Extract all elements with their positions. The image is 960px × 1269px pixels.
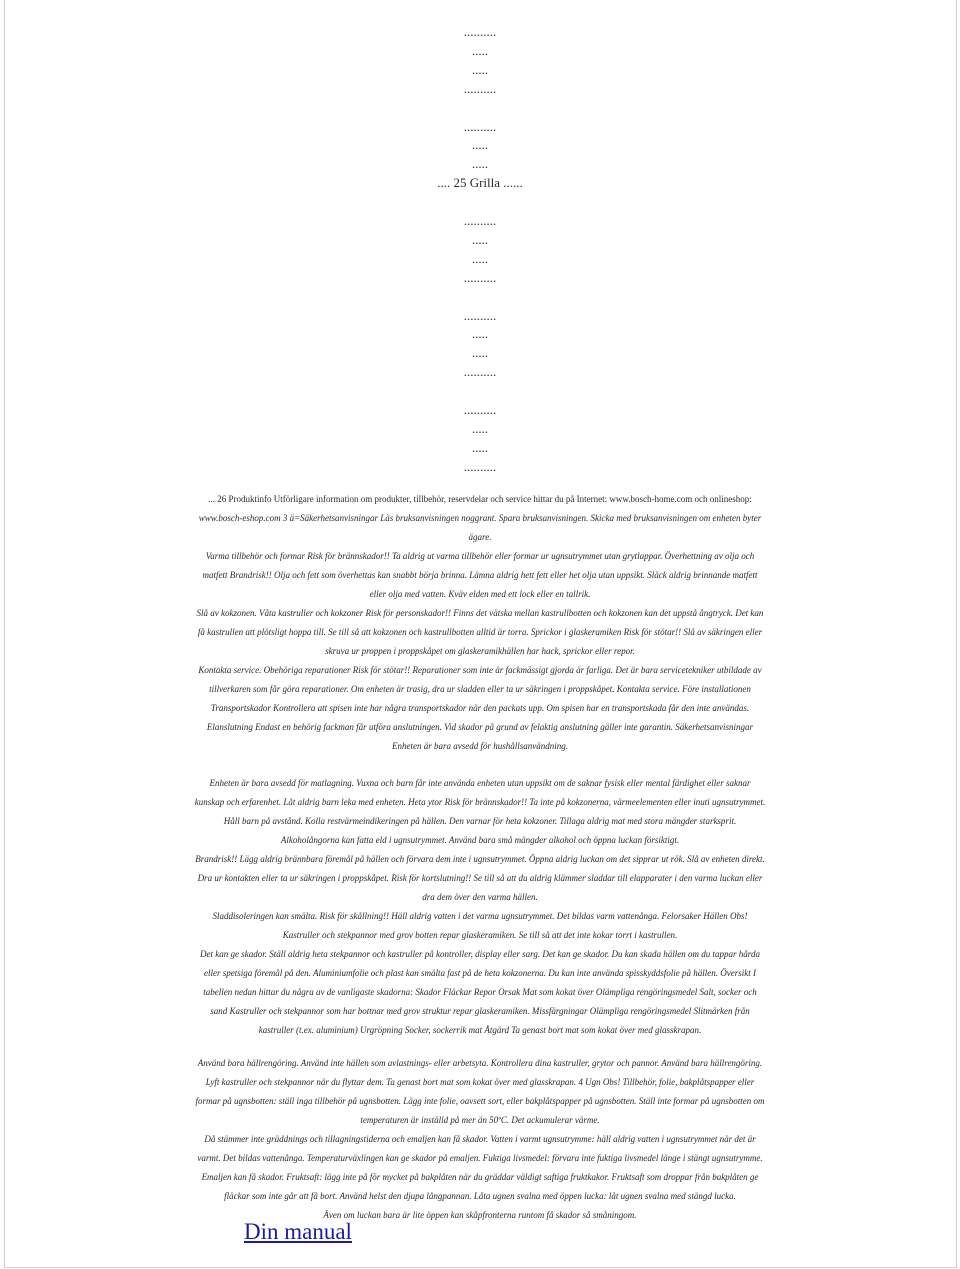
text-line: formar på ugnsbotten: ställ inga tillbehör på ugnsbotten. Lägg inte folie, oavsett sort, eller bakplåtspapper på ugnsbotten. Ställ inte formar på ugnsbotten om bbox=[195, 1096, 765, 1106]
text-line: Transportskador Kontrollera att spisen inte har några transportskador när den packats upp. Om spisen har en transportskada får den inte användas. bbox=[210, 703, 750, 713]
text-line: Det kan ge skador. Ställ aldrig heta stekpannor och kastruller på kontroller, display eller sarg. Det kan ge skador. Du kan skada hällen om du tappar hårda bbox=[200, 949, 760, 959]
toc-line: .... 25 Grilla ...... bbox=[437, 175, 523, 191]
text-line: kunskap och erfarenhet. Låt aldrig barn leka med enheten. Heta ytor Risk för brännskador!! Ta inte på kokzonerna, värmeelementen eller inuti ugnsutrymmet. bbox=[194, 797, 766, 807]
text-line: Kastruller och stekpannor med grov botten repar glaskeramiken. Se till så att det inte kokar torrt i kastrullen. bbox=[282, 930, 678, 940]
toc-line: .......... bbox=[463, 118, 497, 134]
text-line: ... 26 Produktinfo Utförligare information om produkter, tillbehör, reservdelar och service hittar du på Internet: www.bosch-home.com och onlineshop: bbox=[208, 494, 752, 504]
toc-line: ..... bbox=[471, 326, 489, 342]
toc-line: ..... bbox=[471, 137, 489, 153]
text-line: Håll barn på avstånd. Kolla restvärmeindikeringen på hällen. Den varnar för heta kokzoner. Tillaga aldrig mat med stora mängder starksprit. bbox=[223, 816, 737, 826]
toc-line: ..... bbox=[471, 231, 489, 247]
toc-line: .......... bbox=[463, 458, 497, 474]
text-line: skruva ur proppen i proppskåpet om glaskeramikhällen har hack, sprickor eller repor. bbox=[325, 646, 635, 656]
toc-line: .......... bbox=[463, 24, 497, 39]
text-line: www.bosch-eshop.com 3 ä=Säkerhetsanvisningar Läs bruksanvisningen noggrant. Spara bruksanvisningen. Skicka med bruksanvisningen om enheten byter bbox=[198, 513, 762, 523]
text-line: Lyft kastruller och stekpannor när du flyttar dem. Ta genast bort mat som kokat över med glasskrapan. 4 Ugn Obs! Tillbehör, folie, bakplåtspapper eller bbox=[205, 1077, 755, 1087]
toc-line: ..... bbox=[471, 420, 489, 436]
din-manual-link[interactable]: Din manual bbox=[244, 1219, 352, 1244]
text-line: Enheten är bara avsedd för matlagning. Vuxna och barn får inte använda enheten utan uppsikt om de saknar fysisk eller mental färdighet eller saknar bbox=[209, 778, 751, 788]
text-line: ägare. bbox=[468, 532, 492, 542]
text-line: Sladdisoleringen kan smälta. Risk för skållning!! Häll aldrig vatten i det varma ugnsutrymmet. Det bildas varm vattenånga. Felorsaker Hällen Obs! bbox=[212, 911, 748, 921]
text-line: fläckar som inte går att få bort. Använd helst den djupa långpannan. Låta ugnen svalna med öppen lucka: låt ugnen svalna med stängd lucka. bbox=[224, 1191, 736, 1201]
text-line: temperaturen är inställd på mer än 50ºC. Det ackumulerar värme. bbox=[360, 1115, 600, 1125]
toc-line: ..... bbox=[471, 250, 489, 266]
toc-line: ..... bbox=[471, 42, 489, 58]
text-line: Brandrisk!! Lägg aldrig brännbara föremål på hällen och förvara dem inte i ugnsutrymmet. Öppna aldrig luckan om det sipprar ut rök. Slå av enheten direkt. bbox=[195, 854, 765, 864]
text-line: eller olja med vatten. Kväv elden med ett lock eller en tallrik. bbox=[369, 589, 591, 599]
text-line: Emaljen kan få skador. Fruktsaft: lägg inte på för mycket på bakplåten när du gräddar väldigt saftiga fruktkakor. Fruktsaft som droppar från bakplåten ge bbox=[201, 1172, 759, 1182]
toc-line: .......... bbox=[463, 213, 497, 228]
text-line: tillverkaren som får göra reparationer. Om enheten är trasig, dra ur sladden eller ta ur säkringen i proppskåpet. Kontakta service. Före installationen bbox=[209, 684, 751, 694]
text-line: Kontakta service. Obehöriga reparationer Risk för stötar!! Reparationer som inte är fackmässigt gjorda är farliga. Det är bara servicetekniker utbildade av bbox=[198, 665, 762, 675]
text-line: tabellen nedan hittar du några av de vanligaste skadorna: Skador Fläckar Repor Orsak Mat som kokat över Olämpliga rengöringsmedel Salt, socker och bbox=[203, 987, 757, 997]
text-line: Varma tillbehör och formar Risk för brännskador!! Ta aldrig ut varma tillbehör eller formar ur ugnsutrymmet utan grytlappar. Överhettning av olja och bbox=[205, 551, 755, 561]
text-line: sand Kastruller och stekpannor som har bottnar med grov struktur repar glaskeramiken. Missfärgningar Olämpliga rengöringsmedel Slitmärken från bbox=[210, 1006, 750, 1016]
toc-line: .......... bbox=[463, 269, 497, 285]
toc-line: .......... bbox=[463, 402, 497, 417]
text-line: kastruller (t.ex. aluminium) Urgröpning Socker, sockerrik mat Åtgärd Ta genast bort mat som kokat över med glasskrapan. bbox=[258, 1025, 702, 1035]
toc-line: ..... bbox=[471, 61, 489, 77]
toc-line: ..... bbox=[471, 345, 489, 361]
text-line: Elanslutning Endast en behörig fackman får utföra anslutningen. Vid skador på grund av felaktig anslutning gäller inte garantin. Säkerhetsanvisningar bbox=[206, 722, 754, 732]
toc-line: .......... bbox=[463, 80, 497, 96]
text-line: Även om luckan bara är lite öppen kan skåpfronterna runtom få skador så småningom. bbox=[323, 1210, 637, 1220]
text-line: varmt. Det bildas vattenånga. Temperaturväxlingen kan ge skador på emaljen. Fuktiga livsmedel: förvara inte fuktiga livsmedel länge i stängt ugnsutrymme. bbox=[197, 1153, 763, 1163]
text-line: få kastrullen att plötsligt hoppa till. Se till så att kokzonen och kastrullbotten alltid är torra. Sprickor i glaskeramiken Risk för stötar!! Slå av säkringen eller bbox=[197, 627, 763, 637]
text-line: Slå av kokzonen. Våta kastruller och kokzoner Risk för personskador!! Finns det vätska mellan kastrullbotten och kokzonen kan det uppstå ångtryck. Det kan bbox=[196, 608, 764, 618]
text-line: eller spetsiga föremål på den. Aluminiumfolie och plast kan smälta fast på de heta kokzonerna. Du kan inte använda spisskyddsfolie på hällen. Översikt I bbox=[204, 968, 756, 978]
text-line: Dra ur kontakten eller ta ur säkringen i proppskåpet. Risk för kortslutning!! Se till så att du aldrig klämmer sladdar till elapparater i den varma luckan eller bbox=[197, 873, 763, 883]
toc-line: .......... bbox=[463, 307, 497, 323]
toc-line: .......... bbox=[463, 364, 497, 380]
text-line: dra dem över den varma hällen. bbox=[422, 892, 538, 902]
toc-line: ..... bbox=[471, 439, 489, 455]
text-line: matfett Brandrisk!! Olja och fett som överhettas kan snabbt börja brinna. Lämna aldrig hett fett eller het olja utan uppsikt. Släck aldrig brinnande matfett bbox=[202, 570, 758, 580]
text-line: Använd bara hällrengöring. Använd inte hällen som avlastnings- eller arbetsyta. Kontrollera dina kastruller, grytor och pannor. Använd bara hällrengöring. bbox=[197, 1058, 763, 1068]
toc-line: ..... bbox=[471, 156, 489, 172]
text-line: Enheten är bara avsedd för hushållsanvändning. bbox=[392, 741, 568, 751]
text-line: Alkoholångorna kan fatta eld i ugnsutrymmet. Använd bara små mängder alkohol och öppna luckan försiktigt. bbox=[280, 835, 680, 845]
text-line: Då stämmer inte gräddnings och tillagningstiderna och emaljen kan få skador. Vatten i varmt ugnsutrymme: häll aldrig vatten i ugnsutrymmet när det är bbox=[204, 1134, 756, 1144]
